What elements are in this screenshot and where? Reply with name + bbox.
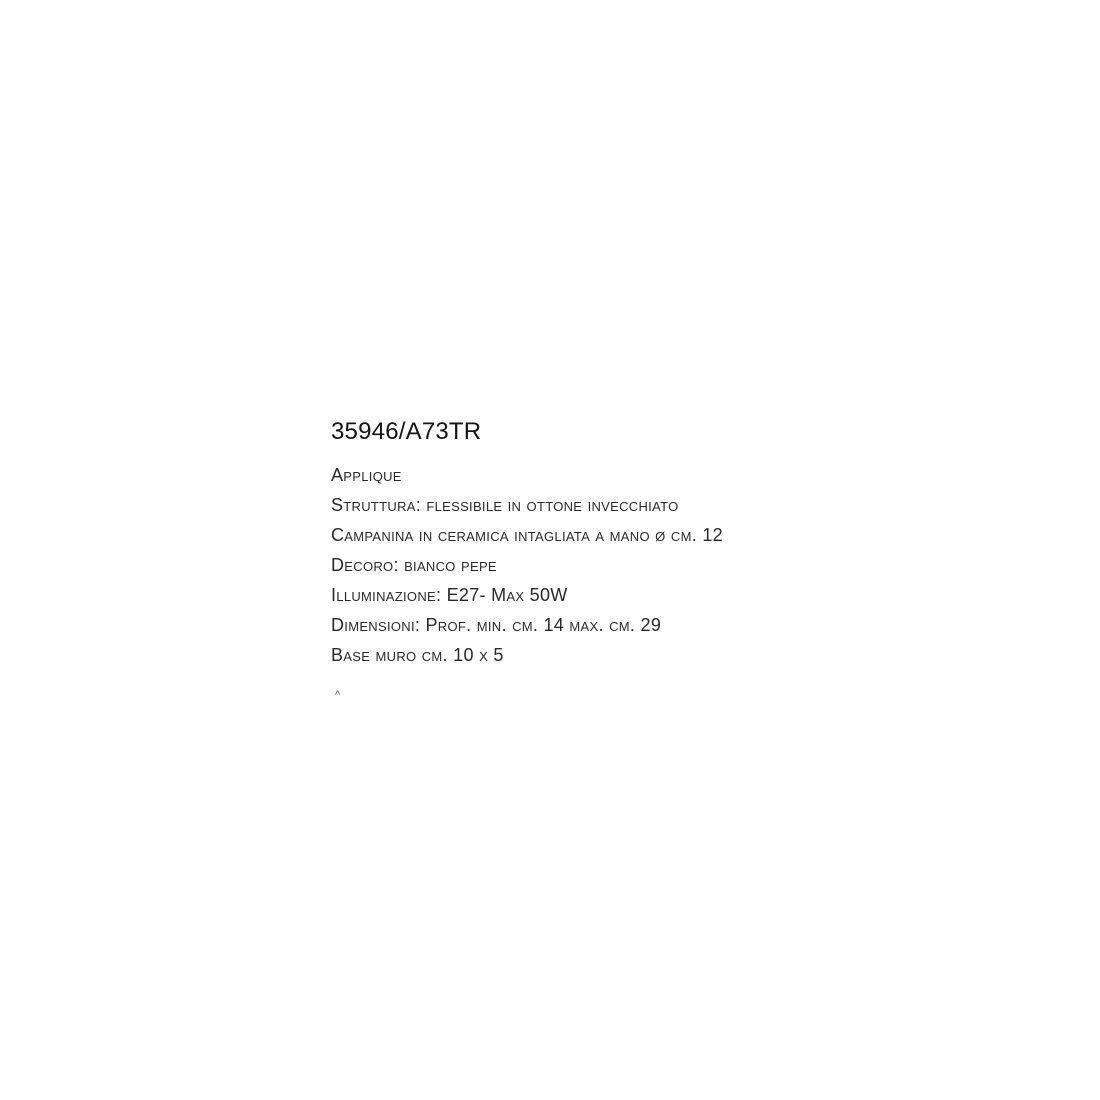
spec-line-decor: Decoro: bianco pepe <box>331 555 497 575</box>
footer-caret-mark: ^ <box>335 689 341 701</box>
spec-list <box>331 460 1051 670</box>
spec-line-bell: Campanina in ceramica intagliata a mano ø cm. 12 <box>331 525 723 545</box>
spec-line-lighting: Illuminazione: E27- Max 50W <box>331 585 568 605</box>
spec-line-dimensions: Dimensioni: Prof. min. cm. 14 max. cm. 29 <box>331 615 662 635</box>
product-spec-block <box>331 417 1051 670</box>
spec-line-structure: Struttura: flessibile in ottone invecchiato <box>331 495 679 515</box>
spec-line-wall-base: Base muro cm. 10 x 5 <box>331 645 504 665</box>
product-code: 35946/A73TR <box>331 418 482 445</box>
spec-line-type: Applique <box>331 465 402 485</box>
